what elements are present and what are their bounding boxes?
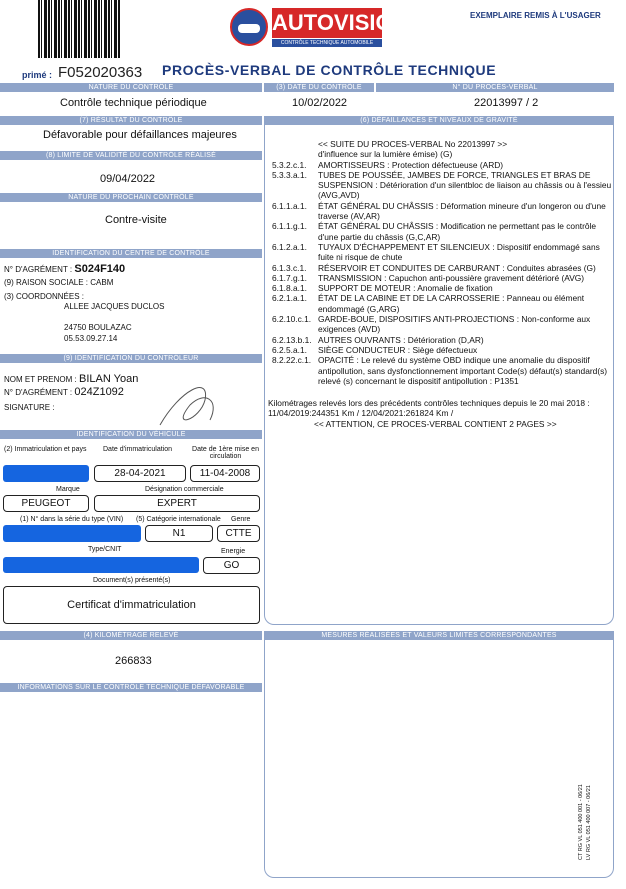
defect-item — [272, 201, 612, 222]
date-header: (3) DATE DU CONTRÔLE — [264, 83, 374, 92]
defect-item — [272, 242, 612, 263]
raison-row — [4, 278, 113, 287]
controleur-name-row — [4, 373, 138, 385]
type-redacted — [3, 557, 199, 573]
barcode — [38, 0, 120, 58]
controleur-agrement: 024Z1092 — [74, 386, 124, 398]
energie: GO — [203, 557, 260, 574]
controleur-agrement-row — [4, 386, 124, 398]
defect-text: ÉTAT GÉNÉRAL DU CHÂSSIS : Déformation mineure d'un longeron ou d'une traverse (AV,AR) — [318, 200, 606, 222]
date-immat-label: Date d'immatriculation — [103, 446, 173, 453]
centre-header: IDENTIFICATION DU CENTRE DE CONTRÔLE — [0, 249, 262, 258]
energie-label: Energie — [221, 548, 246, 555]
defect-text: OPACITÉ : Le relevé du système OBD indique une anomalie du dispositif antipollution, sans dysfonctionnement important Code(s) défaut(s) standard(s) relevé (s) concernant le dispositif antipollution : P1351 — [318, 355, 608, 386]
defect-text: ÉTAT DE LA CABINE ET DE LA CARROSSERIE : Panneau ou élément endommagé (G,ARG) — [318, 293, 585, 314]
defect-list — [272, 160, 612, 387]
address-line2: 24750 BOULAZAC — [64, 323, 132, 332]
defect-text: AMORTISSEURS : Protection défectueuse (ARD) — [318, 159, 504, 170]
mesures-panel — [264, 640, 614, 878]
address-line1: ALLEE JACQUES DUCLOS — [64, 302, 165, 311]
defect-code: 6.1.8.a.1. — [272, 283, 307, 294]
defect-text: SUPPORT DE MOTEUR : Anomalie de fixation — [318, 283, 493, 294]
next-control-value: Contre-visite — [105, 214, 167, 226]
defects-content — [268, 139, 612, 429]
controleur-name-label: NOM ET PRENOM : — [4, 375, 77, 384]
defect-code: 6.1.1.a.1. — [272, 200, 307, 211]
autovision-logo — [230, 8, 409, 48]
suite-title: << SUITE DU PROCES-VERBAL No 22013997 >> — [318, 139, 508, 149]
doc-number: F052020363 — [58, 64, 143, 81]
defect-item — [272, 170, 612, 201]
genre: CTTE — [217, 525, 260, 542]
signature-label: SIGNATURE : — [4, 403, 55, 412]
genre-label: Genre — [231, 516, 251, 523]
immat-label: (2) Immatriculation et pays — [4, 446, 87, 453]
defect-code: 5.3.2.c.1. — [272, 159, 307, 170]
categorie-label: (5) Catégorie internationale — [136, 516, 221, 523]
centre-agrement-label: N° D'AGRÉMENT : — [4, 265, 73, 274]
km-value: 266833 — [115, 655, 152, 667]
defect-code: 6.2.5.a.1. — [272, 344, 307, 355]
defect-code: 6.2.10.c.1. — [272, 314, 312, 325]
copy-label: EXEMPLAIRE REMIS À L'USAGER — [470, 11, 601, 20]
defect-text: SIÈGE CONDUCTEUR : Siège défectueux — [318, 344, 478, 355]
mesures-header: MESURES RÉALISÉES ET VALEURS LIMITES CORRESPONDANTES — [264, 631, 614, 640]
vin-label: (1) N° dans la série du type (VIN) — [20, 516, 124, 523]
controleur-header: (9) IDENTIFICATION DU CONTRÔLEUR — [0, 354, 262, 363]
brand-subtitle: CONTRÔLE TECHNIQUE AUTOMOBILE — [272, 39, 382, 47]
validity-value: 09/04/2022 — [100, 173, 156, 185]
result-value: Défavorable pour défaillances majeures — [43, 129, 237, 141]
centre-agrement-row — [4, 263, 125, 275]
vin-redacted — [3, 525, 141, 542]
defect-text: TUYAUX D'ÉCHAPPEMENT ET SILENCIEUX : Dispositif endommagé sans fuite ni risque de chute — [318, 241, 600, 263]
pv-value: 22013997 / 2 — [474, 97, 539, 109]
suite-continuation: d'influence sur la lumière émise) (G) — [318, 149, 453, 160]
defect-item — [272, 335, 612, 345]
defect-item — [272, 273, 612, 283]
centre-agrement: S024F140 — [74, 263, 126, 275]
defect-item — [272, 293, 612, 314]
side-code-2: LV RG VL 051 400 007 - 06/21 — [586, 785, 592, 860]
designation: EXPERT — [94, 495, 260, 512]
defect-code: 6.1.1.g.1. — [272, 221, 307, 232]
docs-label: Document(s) présenté(s) — [93, 577, 171, 584]
defect-code: 6.1.7.g.1. — [272, 272, 307, 283]
defect-item — [272, 263, 612, 273]
categorie: N1 — [145, 525, 213, 542]
defect-code: 8.2.22.c.1. — [272, 355, 312, 366]
defect-code: 6.1.2.a.1. — [272, 241, 307, 252]
controleur-name: BILAN Yoan — [78, 373, 139, 385]
defect-item — [272, 283, 612, 293]
defects-header: (6) DÉFAILLANCES ET NIVEAUX DE GRAVITÉ — [264, 116, 614, 125]
marque: PEUGEOT — [3, 495, 89, 512]
vehicule-header: IDENTIFICATION DU VÉHICULE — [0, 430, 262, 439]
date-first: 11-04-2008 — [190, 465, 260, 482]
km-header: (4) KILOMÉTRAGE RELEVÉ — [0, 631, 262, 640]
phone: 05.53.09.27.14 — [64, 334, 118, 343]
date-value: 10/02/2022 — [292, 97, 348, 109]
controleur-agrement-label: N° D'AGRÉMENT : — [4, 388, 73, 397]
defect-text: TUBES DE POUSSÉE, JAMBES DE FORCE, TRIANGLES ET BRAS DE SUSPENSION : Détérioration d'un silentbloc de liaison au châssis ou à l'essieu (AVG,AVD) — [318, 169, 612, 201]
next-control-header: NATURE DU PROCHAIN CONTRÔLE — [0, 193, 262, 202]
pv-header: N° DU PROCÈS-VERBAL — [376, 83, 614, 92]
defect-code: 6.2.13.b.1. — [272, 334, 312, 345]
defect-item — [272, 221, 612, 242]
marque-label: Marque — [56, 486, 80, 493]
defect-text: TRANSMISSION : Capuchon anti-poussière gravement détérioré (AVG) — [318, 272, 585, 283]
defect-code: 6.1.3.c.1. — [272, 262, 307, 273]
defect-code: 5.3.3.a.1. — [272, 169, 307, 180]
defect-code: 6.2.1.a.1. — [272, 293, 307, 304]
info-header: INFORMATIONS SUR LE CONTRÔLE TECHNIQUE DÉFAVORABLE — [0, 683, 262, 692]
designation-label: Désignation commerciale — [145, 486, 224, 493]
documents: Certificat d'immatriculation — [3, 586, 260, 624]
date-first-label: Date de 1ère mise en circulation — [192, 446, 259, 460]
defect-text: RÉSERVOIR ET CONDUITES DE CARBURANT : Conduites abrasées (G) — [318, 262, 596, 273]
immat-redacted — [3, 465, 89, 482]
doc-prefix: primé : — [22, 70, 53, 80]
defect-text: GARDE-BOUE, DISPOSITIFS ANTI-PROJECTIONS : Non-conforme aux exigences (AVD) — [318, 314, 591, 335]
type-label: Type/CNIT — [88, 546, 122, 553]
defect-text: ÉTAT GÉNÉRAL DU CHÂSSIS : Modification ne permettant pas le contrôle d'une partie du châssis (G,C,AR) — [318, 221, 597, 242]
defect-item — [272, 355, 612, 386]
side-code-1: CT RG VL 051 400 001 - 06/21 — [578, 784, 584, 860]
date-immat: 28-04-2021 — [94, 465, 186, 482]
raison-label: (9) RAISON SOCIALE : — [4, 278, 89, 287]
nature-value: Contrôle technique périodique — [60, 97, 207, 109]
defect-item — [272, 314, 612, 335]
nature-header: NATURE DU CONTRÔLE — [0, 83, 262, 92]
result-header: (7) RÉSULTAT DU CONTRÔLE — [0, 116, 262, 125]
defect-item — [272, 345, 612, 355]
brand-name: AUTOVISION — [272, 8, 382, 38]
raison-value: CABM — [90, 278, 114, 287]
attention-note: << ATTENTION, CE PROCES-VERBAL CONTIENT 2 PAGES >> — [314, 418, 557, 429]
validity-header: (8) LIMITE DE VALIDITÉ DU CONTRÔLE RÉALISÉ — [0, 151, 262, 160]
page-title: PROCÈS-VERBAL DE CONTRÔLE TECHNIQUE — [162, 62, 497, 78]
km-history: Kilométrages relevés lors des précédents contrôles techniques depuis le 20 mai 2018 : 11/04/2019:244351 Km / 12/04/2021:261824 Km / — [268, 398, 590, 419]
defect-text: AUTRES OUVRANTS : Détérioration (D,AR) — [318, 334, 484, 345]
coord-label: (3) COORDONNÉES : — [4, 292, 85, 301]
defect-item — [272, 160, 612, 170]
